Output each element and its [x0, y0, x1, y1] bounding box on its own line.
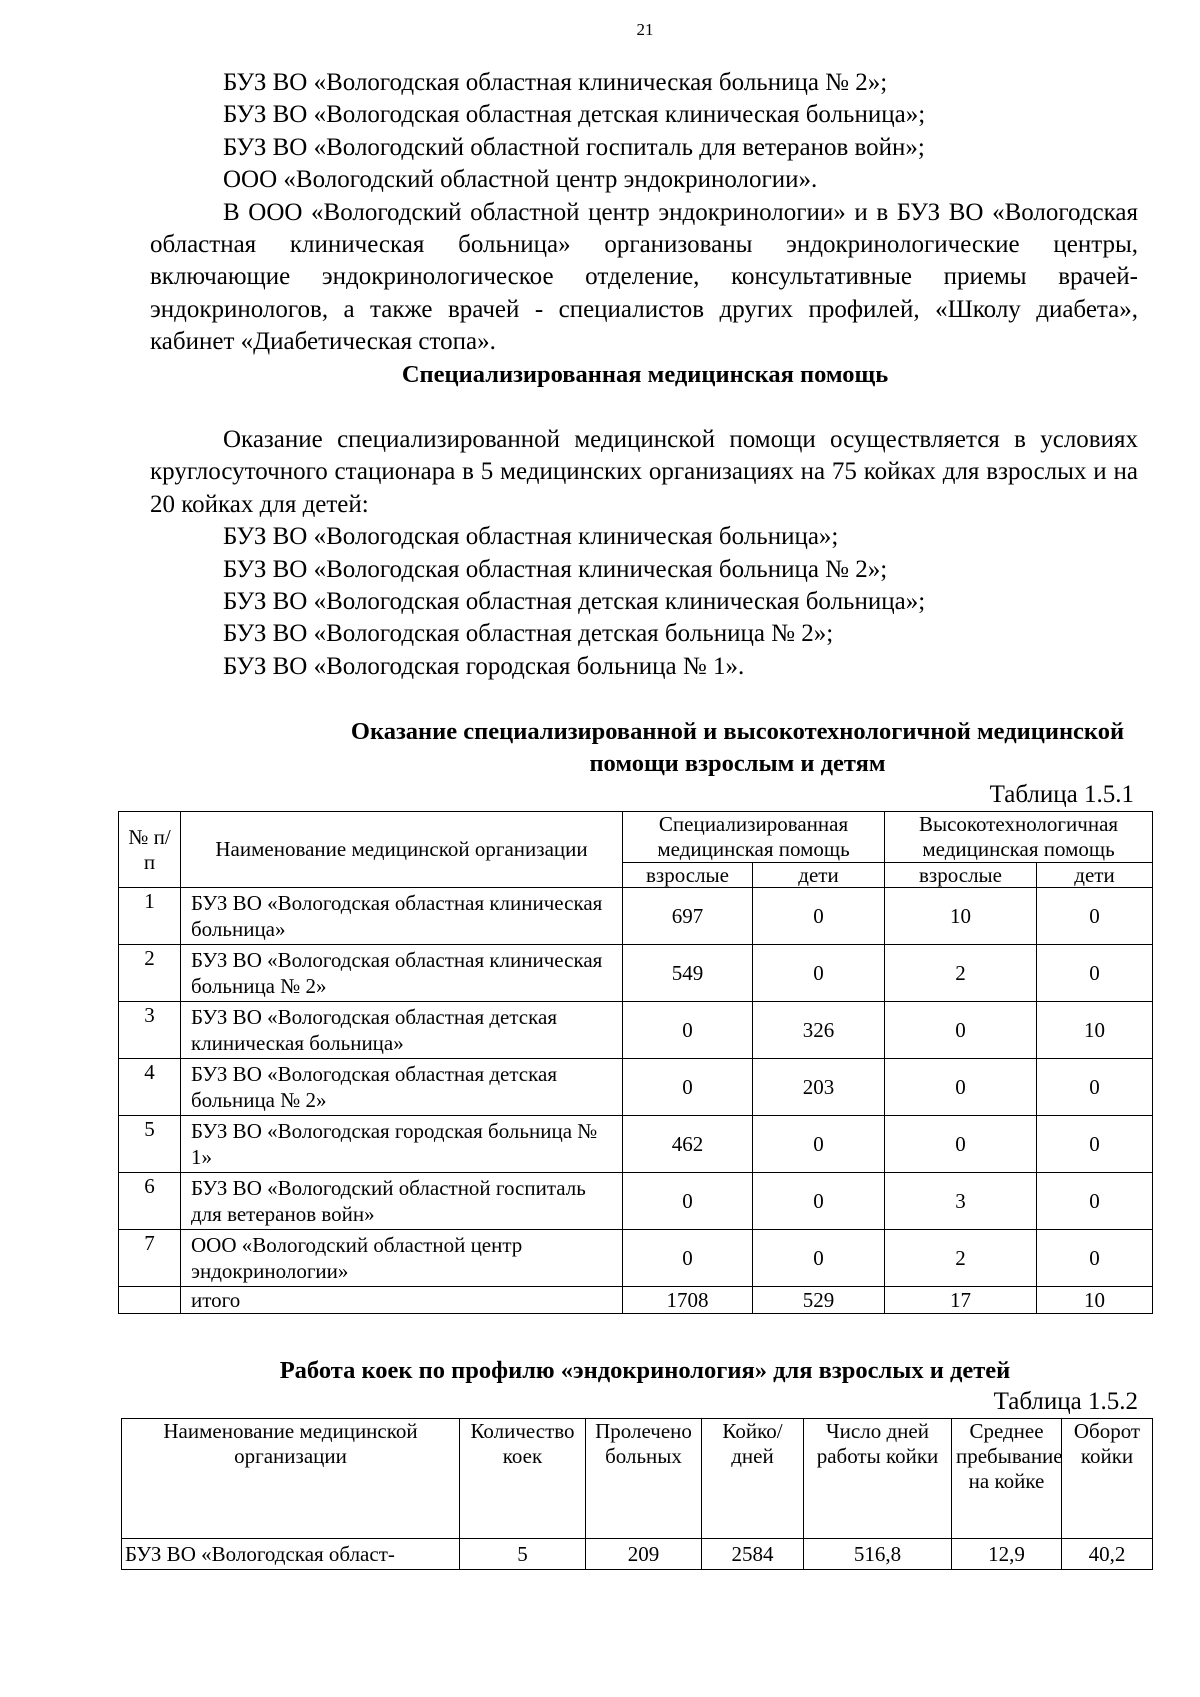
section-paragraph: Оказание специализированной медицинской помощи осуществляется в условиях круглосуточного стационара в 5 медицинских организациях на 75 койках для взрослых и на 20 койках для детей: — [150, 426, 1138, 518]
total-spec-children: 529 — [753, 1287, 885, 1314]
row-high-children: 10 — [1037, 1002, 1153, 1059]
page-number: 21 — [636, 20, 654, 39]
row-spec-children: 0 — [753, 945, 885, 1002]
intro-paragraph: В ООО «Вологодский областной центр эндокринологии» и в БУЗ ВО «Вологодская областная клиническая больница» организованы эндокринологические центры, включающие эндокринологическое отделение, консультативные приемы врачей-эндокринологов, а также врачей - специалистов других профилей, «Школу диабета», кабинет «Диабетическая стопа». — [150, 198, 1138, 356]
header-high-tech: Высокотехнологичная медицинская помощь — [885, 812, 1153, 863]
table-row — [122, 1539, 1153, 1570]
row-high-adults: 3 — [885, 1173, 1037, 1230]
row-num: 7 — [119, 1230, 181, 1287]
row-high-adults: 0 — [885, 1059, 1037, 1116]
row-num: 4 — [119, 1059, 181, 1116]
row-high-adults: 10 — [885, 888, 1037, 945]
row-high-children: 0 — [1037, 1059, 1153, 1116]
row-spec-children: 0 — [753, 1173, 885, 1230]
row-spec-children: 326 — [753, 1002, 885, 1059]
section-line: БУЗ ВО «Вологодская областная детская больница № 2»; — [223, 620, 834, 648]
header-high-children: дети — [1037, 863, 1153, 888]
table2 — [121, 1418, 1153, 1570]
row-high-children: 0 — [1037, 945, 1153, 1002]
t2-header-org: Наименование медицинской организации — [122, 1419, 460, 1539]
row-org: БУЗ ВО «Вологодская областная клиническая больница № 2» — [181, 945, 623, 1002]
t2-row-bed-days: 2584 — [702, 1539, 804, 1570]
row-num: 5 — [119, 1116, 181, 1173]
row-org: БУЗ ВО «Вологодская областная детская клиническая больница» — [181, 1002, 623, 1059]
table-row — [119, 1116, 1153, 1173]
table-row — [119, 888, 1153, 945]
row-high-adults: 2 — [885, 945, 1037, 1002]
table1-title-line1: Оказание специализированной и высокотехнологичной медицинской — [350, 718, 1125, 745]
header-specialized: Специализированная медицинская помощь — [623, 812, 885, 863]
table-row — [119, 1002, 1153, 1059]
t2-header-turnover: Оборот койки — [1062, 1419, 1153, 1539]
intro-line: ООО «Вологодский областной центр эндокринологии». — [223, 166, 818, 194]
t2-row-work-days: 516,8 — [804, 1539, 952, 1570]
t2-header-treated: Пролечено больных — [586, 1419, 702, 1539]
row-high-children: 0 — [1037, 888, 1153, 945]
t2-header-avg-stay: Среднее пребывание на койке — [952, 1419, 1062, 1539]
table-row — [119, 945, 1153, 1002]
intro-line: БУЗ ВО «Вологодская областная детская клиническая больница»; — [223, 101, 926, 129]
total-high-adults: 17 — [885, 1287, 1037, 1314]
row-high-children: 0 — [1037, 1116, 1153, 1173]
t2-header-bed-days: Койко/дней — [702, 1419, 804, 1539]
total-label: итого — [181, 1287, 623, 1314]
row-org: ООО «Вологодский областной центр эндокринологии» — [181, 1230, 623, 1287]
row-spec-children: 203 — [753, 1059, 885, 1116]
row-high-adults: 0 — [885, 1116, 1037, 1173]
row-org: БУЗ ВО «Вологодский областной госпиталь для ветеранов войн» — [181, 1173, 623, 1230]
row-org: БУЗ ВО «Вологодская областная детская больница № 2» — [181, 1059, 623, 1116]
intro-line: БУЗ ВО «Вологодская областная клиническая больница № 2»; — [223, 69, 888, 96]
row-num: 6 — [119, 1173, 181, 1230]
t2-header-beds: Количество коек — [460, 1419, 586, 1539]
total-num-empty — [119, 1287, 181, 1314]
table-row — [119, 1173, 1153, 1230]
row-spec-adults: 697 — [623, 888, 753, 945]
table1-title-line2: помощи взрослым и детям — [589, 750, 886, 777]
header-spec-children: дети — [753, 863, 885, 888]
row-num: 2 — [119, 945, 181, 1002]
row-spec-children: 0 — [753, 1116, 885, 1173]
t2-row-treated: 209 — [586, 1539, 702, 1570]
table2-caption: Таблица 1.5.2 — [993, 1388, 1138, 1415]
section-line: БУЗ ВО «Вологодская областная клиническая больница № 2»; — [223, 555, 888, 583]
table-row — [119, 1059, 1153, 1116]
t2-header-work-days: Число дней работы койки — [804, 1419, 952, 1539]
header-org: Наименование медицинской организации — [181, 812, 623, 888]
t2-row-turnover: 40,2 — [1062, 1539, 1153, 1570]
row-org: БУЗ ВО «Вологодская городская больница № 1» — [181, 1116, 623, 1173]
section-line: БУЗ ВО «Вологодская областная клиническая больница»; — [223, 523, 839, 551]
row-spec-adults: 0 — [623, 1002, 753, 1059]
row-spec-children: 0 — [753, 888, 885, 945]
table1 — [118, 811, 1153, 1314]
t2-row-beds: 5 — [460, 1539, 586, 1570]
t2-row-avg-stay: 12,9 — [952, 1539, 1062, 1570]
section-block — [150, 424, 1138, 683]
row-spec-adults: 0 — [623, 1173, 753, 1230]
total-spec-adults: 1708 — [623, 1287, 753, 1314]
intro-block — [150, 67, 1138, 359]
table1-caption: Таблица 1.5.1 — [989, 781, 1134, 808]
section-line: БУЗ ВО «Вологодская городская больница № 1». — [223, 652, 745, 680]
row-spec-children: 0 — [753, 1230, 885, 1287]
row-spec-adults: 549 — [623, 945, 753, 1002]
header-num: № п/п — [119, 812, 181, 888]
row-spec-adults: 0 — [623, 1230, 753, 1287]
total-high-children: 10 — [1037, 1287, 1153, 1314]
row-high-adults: 2 — [885, 1230, 1037, 1287]
table-total-row — [119, 1287, 1153, 1314]
row-org: БУЗ ВО «Вологодская областная клиническая больница» — [181, 888, 623, 945]
row-high-adults: 0 — [885, 1002, 1037, 1059]
section-line: БУЗ ВО «Вологодская областная детская клиническая больница»; — [223, 588, 926, 616]
row-spec-adults: 462 — [623, 1116, 753, 1173]
row-num: 1 — [119, 888, 181, 945]
intro-line: БУЗ ВО «Вологодский областной госпиталь для ветеранов войн»; — [223, 133, 925, 161]
t2-row-org: БУЗ ВО «Вологодская област- — [122, 1539, 460, 1570]
section-heading: Специализированная медицинская помощь — [401, 361, 889, 388]
row-num: 3 — [119, 1002, 181, 1059]
row-high-children: 0 — [1037, 1230, 1153, 1287]
header-high-adults: взрослые — [885, 863, 1037, 888]
row-spec-adults: 0 — [623, 1059, 753, 1116]
table2-title: Работа коек по профилю «эндокринология» для взрослых и детей — [279, 1357, 1011, 1384]
row-high-children: 0 — [1037, 1173, 1153, 1230]
header-spec-adults: взрослые — [623, 863, 753, 888]
table-row — [119, 1230, 1153, 1287]
